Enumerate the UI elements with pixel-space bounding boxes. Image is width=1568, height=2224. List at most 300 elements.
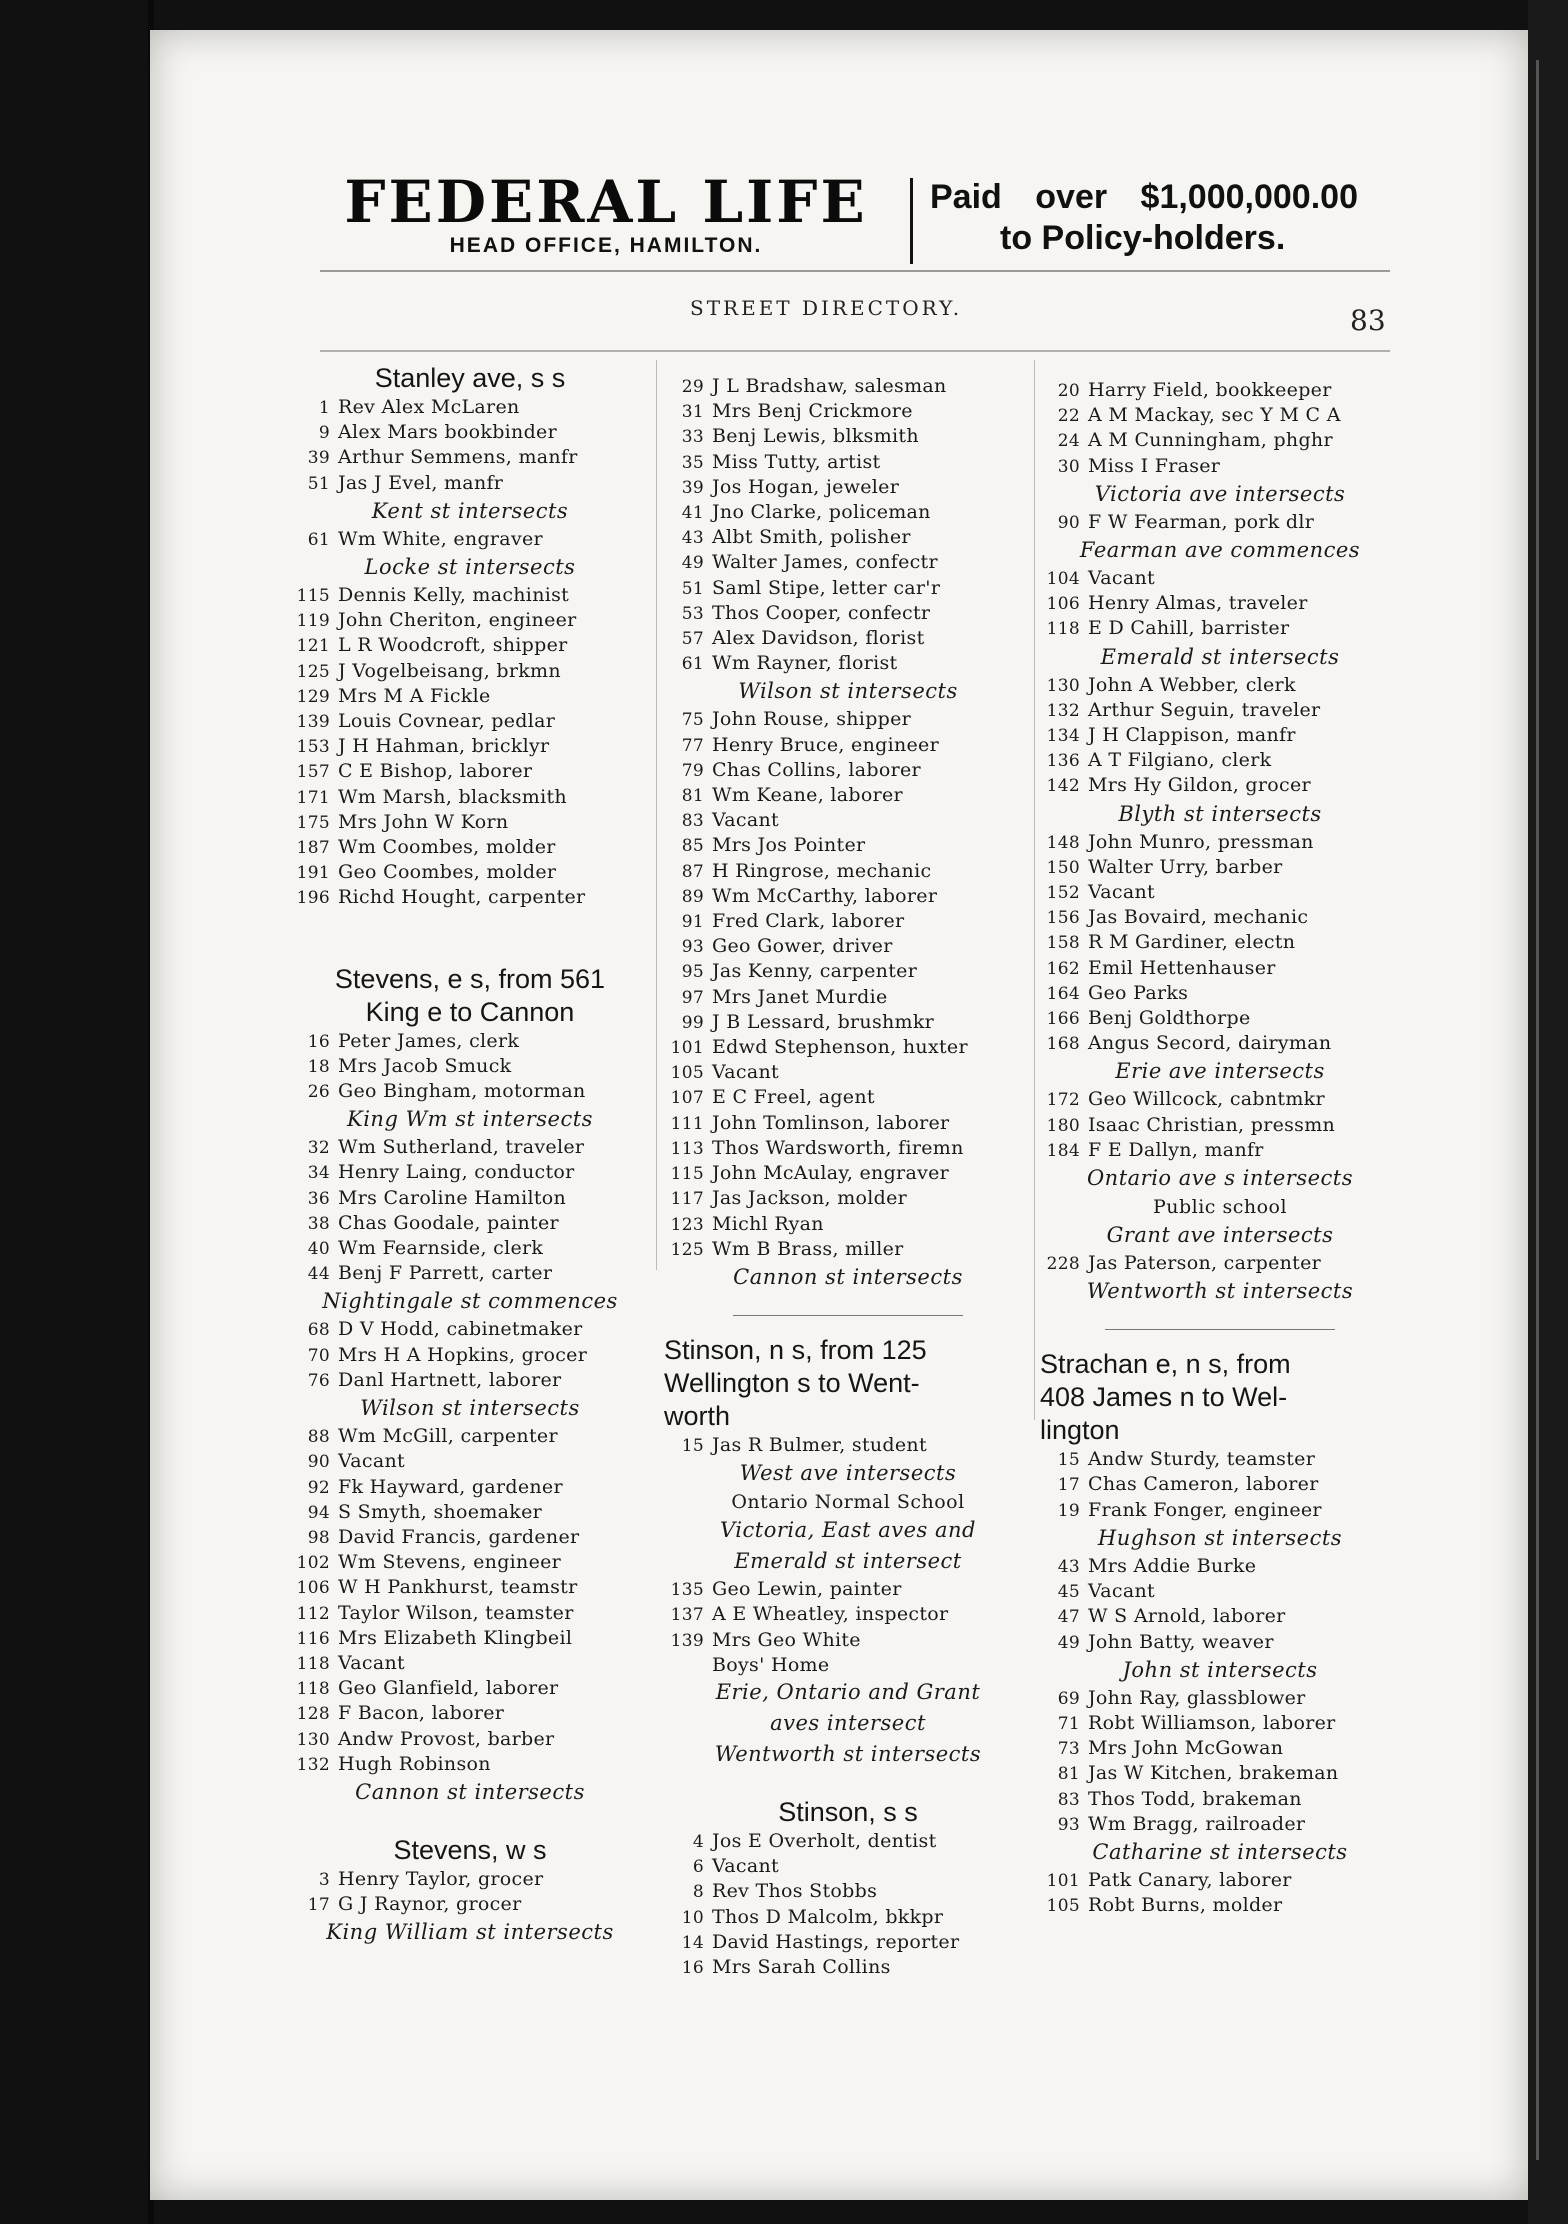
directory-entry <box>1040 773 1400 798</box>
brand-subtitle: HEAD OFFICE, HAMILTON. <box>449 234 763 257</box>
resident-name: David Francis, gardener <box>338 1525 580 1548</box>
entry-list <box>1040 673 1400 799</box>
house-number: 9 <box>318 423 330 444</box>
house-number: 113 <box>670 1138 704 1159</box>
directory-entry <box>664 934 1032 959</box>
directory-entry <box>1040 1604 1400 1629</box>
resident-name: Mrs H A Hopkins, grocer <box>338 1343 588 1366</box>
resident-name: Thos Todd, brakeman <box>1088 1787 1302 1810</box>
house-number: 47 <box>1057 1607 1080 1628</box>
house-number: 148 <box>1046 832 1080 853</box>
resident-name: A E Wheatley, inspector <box>712 1603 949 1626</box>
resident-name: J B Lessard, brushmkr <box>712 1010 935 1033</box>
resident-name: Henry Taylor, grocer <box>338 1867 544 1890</box>
resident-name: Vacant <box>1088 881 1155 904</box>
intersection-note: Victoria, East aves and <box>720 1518 976 1543</box>
resident-name: Jas Paterson, carpenter <box>1088 1252 1322 1275</box>
house-number: 168 <box>1046 1034 1080 1055</box>
directory-entry <box>290 1343 650 1368</box>
entry-list <box>1040 1868 1400 1918</box>
intersection-note: West ave intersects <box>739 1461 957 1486</box>
directory-entry <box>290 1424 650 1449</box>
house-number: 90 <box>1057 512 1080 533</box>
house-number: 35 <box>681 452 704 473</box>
house-number: 175 <box>296 812 330 833</box>
directory-entry <box>290 1211 650 1236</box>
house-number: 45 <box>1057 1582 1080 1603</box>
house-number: 132 <box>1046 700 1080 721</box>
resident-name: Rev Alex McLaren <box>338 396 520 418</box>
resident-name: Walter Urry, barber <box>1088 855 1283 878</box>
directory-entry <box>290 659 650 684</box>
house-number: 71 <box>1057 1713 1080 1734</box>
resident-name: Henry Almas, traveler <box>1088 592 1308 615</box>
resident-name: Vacant <box>338 1450 405 1473</box>
directory-entry <box>664 1930 1032 1955</box>
directory-entry <box>290 420 650 445</box>
resident-name: Mrs Benj Crickmore <box>712 400 913 423</box>
house-number: 34 <box>307 1163 330 1184</box>
directory-entry <box>1040 1138 1400 1163</box>
resident-name: Miss Tutty, artist <box>712 450 881 473</box>
directory-entry <box>290 1160 650 1185</box>
directory-entry <box>664 1602 1032 1627</box>
house-number: 73 <box>1057 1739 1080 1760</box>
house-number: 164 <box>1046 983 1080 1004</box>
resident-name: Jas Kenny, carpenter <box>712 960 918 983</box>
entry-list <box>290 1867 650 1917</box>
entry-list <box>290 1317 650 1393</box>
house-number: 139 <box>670 1630 704 1651</box>
page-number: 83 <box>1350 304 1386 337</box>
house-number: 118 <box>1046 619 1080 640</box>
directory-entry <box>664 550 1032 575</box>
column-1 <box>290 362 650 1948</box>
house-number: 136 <box>1046 751 1080 772</box>
directory-entry <box>1040 1868 1400 1893</box>
directory-entry <box>290 1317 650 1342</box>
directory-entry <box>1040 1087 1400 1112</box>
resident-name: Saml Stipe, letter car'r <box>712 576 941 599</box>
directory-entry <box>664 651 1032 676</box>
directory-entry <box>664 909 1032 934</box>
directory-entry <box>290 1500 650 1525</box>
directory-entry <box>290 1135 650 1160</box>
resident-name: John Tomlinson, laborer <box>712 1111 950 1134</box>
resident-name: Patk Canary, laborer <box>1088 1868 1292 1891</box>
resident-name: J H Hahman, bricklyr <box>338 735 550 758</box>
house-number: 129 <box>296 686 330 707</box>
directory-entry <box>290 471 650 496</box>
resident-name: Arthur Seguin, traveler <box>1088 698 1321 721</box>
house-number: 171 <box>296 787 330 808</box>
house-number: 3 <box>318 1869 330 1890</box>
resident-name: Harry Field, bookkeeper <box>1088 379 1332 401</box>
house-number: 4 <box>692 1831 704 1852</box>
house-number: 104 <box>1046 569 1080 590</box>
directory-entry <box>290 1186 650 1211</box>
resident-name: Wm Bragg, railroader <box>1088 1812 1306 1835</box>
resident-name: Walter James, confectr <box>712 551 938 574</box>
directory-entry <box>664 374 1032 399</box>
intersection-note: Kent st intersects <box>371 498 569 523</box>
intersection-note: aves intersect <box>770 1710 926 1735</box>
directory-entry <box>664 1879 1032 1904</box>
directory-entry <box>290 1475 650 1500</box>
resident-name: Fk Hayward, gardener <box>338 1475 563 1498</box>
house-number: 98 <box>307 1527 330 1548</box>
entry-list <box>1040 1686 1400 1837</box>
directory-entry <box>1040 1711 1400 1736</box>
house-number: 115 <box>296 586 330 607</box>
directory-entry <box>1040 454 1400 479</box>
directory-entry <box>1040 1006 1400 1031</box>
resident-name: Dennis Kelly, machinist <box>338 584 570 607</box>
street-heading: Strachan e, n s, from <box>1040 1349 1291 1380</box>
directory-entry <box>290 1727 650 1752</box>
intersection-note: Cannon st intersects <box>733 1264 963 1289</box>
directory-entry <box>664 500 1032 525</box>
directory-entry <box>1040 1472 1400 1497</box>
resident-name: Jas Bovaird, mechanic <box>1088 906 1309 929</box>
house-number: 152 <box>1046 883 1080 904</box>
street-heading: Stevens, w s <box>393 1834 547 1865</box>
house-number: 1 <box>318 398 330 418</box>
resident-name: Vacant <box>1088 567 1155 590</box>
house-number: 30 <box>1057 456 1080 477</box>
resident-name: John Cheriton, engineer <box>338 609 577 632</box>
street-heading: 408 James n to Wel- <box>1040 1382 1288 1413</box>
street-heading: Stevens, e s, from 561 <box>334 963 606 994</box>
directory-entry <box>664 475 1032 500</box>
house-number: 57 <box>681 629 704 650</box>
directory-title: STREET DIRECTORY. <box>690 296 963 320</box>
intersection-note: Wilson st intersects <box>738 679 958 704</box>
house-number: 187 <box>296 838 330 859</box>
directory-entry <box>1040 723 1400 748</box>
resident-name: C E Bishop, laborer <box>338 760 533 783</box>
street-heading: Stinson, s s <box>778 1796 918 1827</box>
brand-name: FEDERAL LIFE <box>344 168 868 236</box>
directory-entry <box>290 810 650 835</box>
house-number: 79 <box>681 760 704 781</box>
directory-entry <box>664 1035 1032 1060</box>
house-number: 118 <box>296 1653 330 1674</box>
house-number: 43 <box>681 528 704 549</box>
house-number: 105 <box>670 1063 704 1084</box>
paid-over: over <box>1035 178 1108 216</box>
resident-name: Peter James, clerk <box>338 1029 520 1052</box>
directory-entry <box>290 1079 650 1104</box>
house-number: 118 <box>296 1679 330 1700</box>
resident-name: E D Cahill, barrister <box>1088 617 1290 640</box>
house-number: 106 <box>1046 594 1080 615</box>
resident-name: Richd Hought, carpenter <box>338 886 586 909</box>
resident-name: Jas J Evel, manfr <box>338 471 504 494</box>
directory-entry <box>1040 673 1400 698</box>
resident-name: John McAulay, engraver <box>712 1162 950 1185</box>
column-2 <box>664 374 1032 1980</box>
entry-list <box>1040 1087 1400 1163</box>
house-number: 70 <box>307 1345 330 1366</box>
directory-entry <box>290 684 650 709</box>
house-number: 81 <box>681 786 704 807</box>
directory-entry <box>664 1186 1032 1211</box>
intersection-note: Catharine st intersects <box>1092 1839 1348 1864</box>
resident-name: Vacant <box>712 1855 779 1878</box>
house-number: 69 <box>1057 1688 1080 1709</box>
directory-entry <box>290 785 650 810</box>
house-number: 61 <box>681 654 704 675</box>
directory-entry <box>664 1010 1032 1035</box>
resident-name: Geo Willcock, cabntmkr <box>1088 1088 1325 1111</box>
resident-name: Mrs Jacob Smuck <box>338 1054 512 1077</box>
house-number: 22 <box>1057 406 1080 427</box>
directory-entry <box>290 583 650 608</box>
directory-entry <box>290 1368 650 1393</box>
intersection-note: Hughson st intersects <box>1097 1525 1343 1550</box>
column-separator <box>1034 360 1035 1420</box>
entry-list <box>664 1829 1032 1980</box>
directory-entry <box>1040 1893 1400 1918</box>
directory-entry <box>664 1829 1032 1854</box>
header-rule <box>320 270 1390 272</box>
directory-entry <box>290 445 650 470</box>
resident-name: Jos E Overholt, dentist <box>712 1829 937 1852</box>
house-number: 41 <box>681 503 704 524</box>
house-number: 139 <box>296 712 330 733</box>
paid-to: to Policy-holders. <box>1000 219 1286 257</box>
resident-name: Andw Provost, barber <box>338 1727 555 1750</box>
house-number: 116 <box>296 1628 330 1649</box>
resident-name: Benj F Parrett, carter <box>338 1262 553 1285</box>
house-number: 107 <box>670 1088 704 1109</box>
resident-name: John Ray, glassblower <box>1088 1686 1306 1709</box>
directory-entry <box>290 709 650 734</box>
directory-entry <box>290 1701 650 1726</box>
house-number: 10 <box>681 1907 704 1928</box>
house-number: 91 <box>681 912 704 933</box>
house-number: 17 <box>1057 1475 1080 1496</box>
directory-entry <box>1040 698 1400 723</box>
resident-name: Mrs Elizabeth Klingbeil <box>338 1626 573 1649</box>
advertisement-header <box>306 170 1396 270</box>
intersection-note: Erie, Ontario and Grant <box>715 1679 981 1704</box>
house-number: 19 <box>1057 1500 1080 1521</box>
resident-name: J H Clappison, manfr <box>1088 724 1296 747</box>
directory-entry <box>1040 1498 1400 1523</box>
directory-entry <box>1040 748 1400 773</box>
intersection-note: King Wm st intersects <box>347 1107 593 1132</box>
house-number: 77 <box>681 735 704 756</box>
directory-entry <box>664 884 1032 909</box>
directory-entry <box>664 758 1032 783</box>
directory-entry <box>290 1550 650 1575</box>
house-number: 44 <box>307 1264 330 1285</box>
directory-entry <box>290 1651 650 1676</box>
directory-entry <box>290 1867 650 1892</box>
resident-name: Vacant <box>338 1651 405 1674</box>
house-number: 93 <box>1057 1814 1080 1835</box>
house-number: 130 <box>1046 675 1080 696</box>
directory-entry <box>664 1905 1032 1930</box>
directory-entry <box>1040 510 1400 535</box>
resident-name: J Vogelbeisang, brkmn <box>338 659 561 682</box>
resident-name: Wm Sutherland, traveler <box>338 1136 585 1159</box>
resident-name: Taylor Wilson, teamster <box>338 1601 574 1624</box>
resident-name: John A Webber, clerk <box>1088 673 1296 696</box>
resident-name: Wm Marsh, blacksmith <box>338 785 567 808</box>
directory-entry <box>290 608 650 633</box>
resident-name: Mrs John McGowan <box>1088 1737 1284 1760</box>
directory-entry <box>1040 981 1400 1006</box>
house-number: 134 <box>1046 726 1080 747</box>
directory-entry <box>290 1054 650 1079</box>
house-number: 49 <box>1057 1632 1080 1653</box>
directory-entry <box>290 1525 650 1550</box>
house-number: 90 <box>307 1452 330 1473</box>
entry-list <box>1040 378 1400 479</box>
directory-entry <box>664 733 1032 758</box>
section-gap <box>290 911 650 937</box>
house-number: 40 <box>307 1239 330 1260</box>
house-number: 85 <box>681 836 704 857</box>
resident-name: Vacant <box>1088 1580 1155 1603</box>
resident-name: Wm McGill, carpenter <box>338 1425 558 1448</box>
directory-entry <box>664 1085 1032 1110</box>
resident-name: Mrs John W Korn <box>338 810 509 833</box>
house-number: 137 <box>670 1605 704 1626</box>
house-number: 75 <box>681 710 704 731</box>
house-number: 184 <box>1046 1140 1080 1161</box>
entry-list <box>290 1029 650 1105</box>
directory-entry <box>1040 403 1400 428</box>
house-number: 191 <box>296 863 330 884</box>
house-number: 196 <box>296 888 330 909</box>
house-number: 101 <box>670 1038 704 1059</box>
intersection-note: Erie ave intersects <box>1115 1059 1325 1084</box>
resident-name: Emil Hettenhauser <box>1088 956 1276 979</box>
directory-entry <box>1040 1761 1400 1786</box>
directory-entry <box>664 424 1032 449</box>
directory-entry <box>290 633 650 658</box>
directory-entry <box>1040 930 1400 955</box>
resident-name: John Rouse, shipper <box>712 708 912 731</box>
resident-name: Mrs Geo White <box>712 1628 861 1651</box>
house-number: 49 <box>681 553 704 574</box>
house-number: 135 <box>670 1580 704 1601</box>
house-number: 128 <box>296 1704 330 1725</box>
resident-name: Jas Jackson, molder <box>712 1187 908 1210</box>
house-number: 94 <box>307 1502 330 1523</box>
entry-list <box>664 707 1032 1261</box>
directory-entry <box>290 835 650 860</box>
street-heading: Stanley ave, s s <box>374 363 566 393</box>
house-number: 89 <box>681 886 704 907</box>
resident-name: R M Gardiner, electn <box>1088 931 1296 954</box>
directory-entry <box>1040 616 1400 641</box>
paid-word: Paid <box>930 178 1002 216</box>
directory-entry <box>664 1955 1032 1980</box>
directory-entry <box>290 885 650 910</box>
house-number: 16 <box>307 1031 330 1052</box>
directory-entry <box>1040 855 1400 880</box>
house-number: 106 <box>296 1578 330 1599</box>
section-gap <box>290 937 650 963</box>
resident-name: Louis Covnear, pedlar <box>338 710 556 733</box>
entry-list <box>290 1135 650 1286</box>
resident-name: Mrs Caroline Hamilton <box>338 1186 567 1209</box>
directory-entry <box>290 1752 650 1777</box>
directory-entry <box>290 527 650 552</box>
house-number: 38 <box>307 1213 330 1234</box>
directory-entry <box>664 1433 1032 1458</box>
house-number: 132 <box>296 1754 330 1775</box>
intersection-note: Blyth st intersects <box>1118 801 1322 826</box>
house-number: 81 <box>1057 1764 1080 1785</box>
street-heading: lington <box>1040 1415 1120 1446</box>
directory-entry <box>290 1029 650 1054</box>
resident-name: Boys' Home <box>712 1653 830 1676</box>
directory-entry <box>1040 1579 1400 1604</box>
house-number: 111 <box>670 1113 704 1134</box>
house-number: 36 <box>307 1188 330 1209</box>
resident-name: Robt Williamson, laborer <box>1088 1711 1336 1734</box>
resident-name: Henry Bruce, engineer <box>712 733 939 756</box>
house-number: 76 <box>307 1370 330 1391</box>
house-number: 142 <box>1046 776 1080 797</box>
resident-name: John Batty, weaver <box>1088 1630 1274 1653</box>
directory-entry <box>1040 378 1400 403</box>
house-number: 102 <box>296 1553 330 1574</box>
paid-amount: $1,000,000.00 <box>1140 178 1358 216</box>
house-number: 33 <box>681 427 704 448</box>
house-number: 158 <box>1046 933 1080 954</box>
directory-entry <box>664 1577 1032 1602</box>
house-number: 53 <box>681 603 704 624</box>
directory-entry <box>664 808 1032 833</box>
directory-entry <box>664 833 1032 858</box>
resident-name: W S Arnold, laborer <box>1088 1605 1286 1628</box>
directory-entry <box>664 985 1032 1010</box>
directory-entry <box>664 959 1032 984</box>
directory-entry <box>1040 830 1400 855</box>
resident-name: John Munro, pressman <box>1088 830 1314 853</box>
resident-name: W H Pankhurst, teamstr <box>338 1576 578 1599</box>
resident-name: Hugh Robinson <box>338 1752 491 1775</box>
directory-entry <box>290 1449 650 1474</box>
directory-entry <box>664 1111 1032 1136</box>
entry-list <box>664 1433 1032 1458</box>
house-number: 125 <box>670 1239 704 1260</box>
house-number: 16 <box>681 1957 704 1978</box>
intersection-note: Emerald st intersects <box>1100 644 1340 669</box>
resident-name: E C Freel, agent <box>712 1086 875 1109</box>
directory-entry <box>664 1161 1032 1186</box>
street-heading: worth <box>664 1400 731 1431</box>
resident-name: Miss I Fraser <box>1088 454 1221 477</box>
house-number: 112 <box>296 1603 330 1624</box>
resident-name: Frank Fonger, engineer <box>1088 1498 1322 1521</box>
resident-name: Rev Thos Stobbs <box>712 1880 878 1903</box>
resident-name: Jos Hogan, jeweler <box>712 475 900 498</box>
resident-name: Wm Coombes, molder <box>338 836 556 859</box>
house-number: 18 <box>307 1056 330 1077</box>
directory-entry <box>1040 1736 1400 1761</box>
house-number: 15 <box>1057 1450 1080 1471</box>
resident-name: Wm Rayner, florist <box>712 652 898 675</box>
resident-name: Michl Ryan <box>712 1212 824 1235</box>
